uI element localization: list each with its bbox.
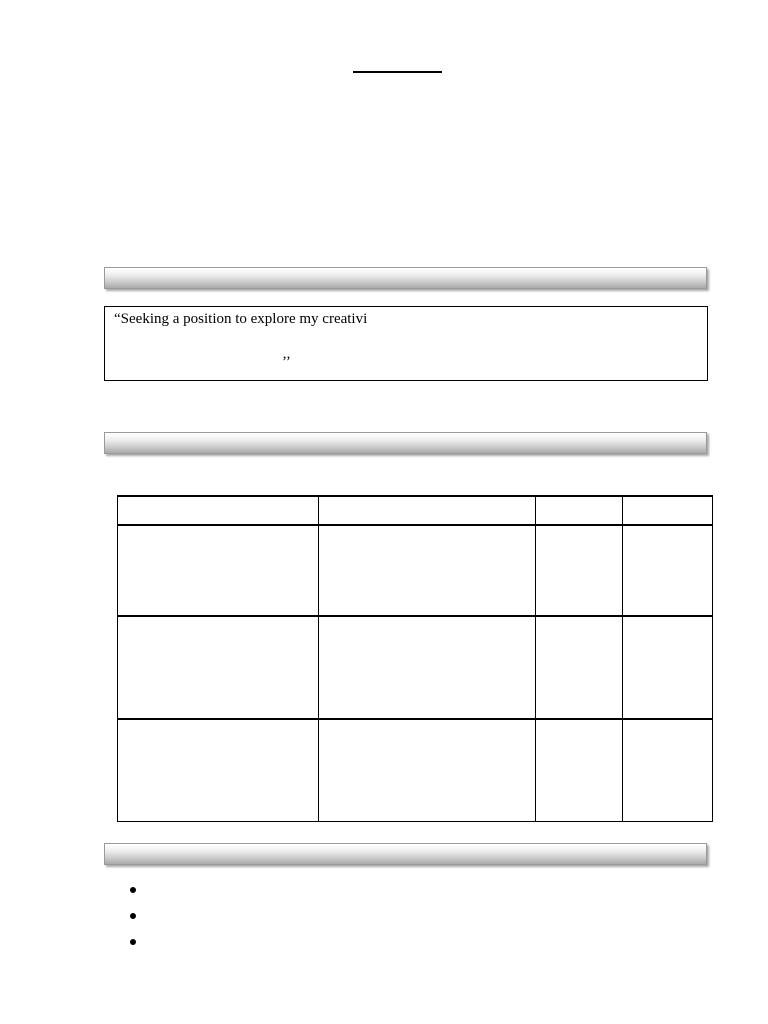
table-cell	[319, 525, 536, 616]
skills-section-header	[104, 843, 707, 865]
table-cell	[319, 616, 536, 719]
objective-closing-quote: ’’	[282, 354, 291, 370]
table-cell	[118, 719, 319, 822]
objective-text: “Seeking a position to explore my creativi	[114, 311, 368, 327]
bullet-icon	[130, 887, 136, 893]
table-cell	[118, 525, 319, 616]
education-table	[117, 495, 713, 822]
table-cell	[319, 719, 536, 822]
table-row	[118, 719, 713, 822]
list-item	[128, 904, 144, 930]
table-cell	[623, 616, 713, 719]
table-header-cell	[118, 496, 319, 525]
table-header-cell	[536, 496, 623, 525]
table-row	[118, 525, 713, 616]
table-cell	[536, 525, 623, 616]
objective-section-header	[104, 267, 707, 289]
list-item	[128, 878, 144, 904]
bullet-icon	[130, 939, 136, 945]
bullet-list	[128, 878, 144, 956]
table-cell	[536, 616, 623, 719]
bullet-icon	[130, 913, 136, 919]
table-header-cell	[319, 496, 536, 525]
table-cell	[536, 719, 623, 822]
table-cell	[623, 719, 713, 822]
education-section-header	[104, 432, 707, 454]
table-header-row	[118, 496, 713, 525]
table-header-cell	[623, 496, 713, 525]
objective-box	[104, 306, 708, 381]
title-underline	[353, 71, 442, 73]
table-row	[118, 616, 713, 719]
list-item	[128, 930, 144, 956]
table-cell	[623, 525, 713, 616]
table-cell	[118, 616, 319, 719]
